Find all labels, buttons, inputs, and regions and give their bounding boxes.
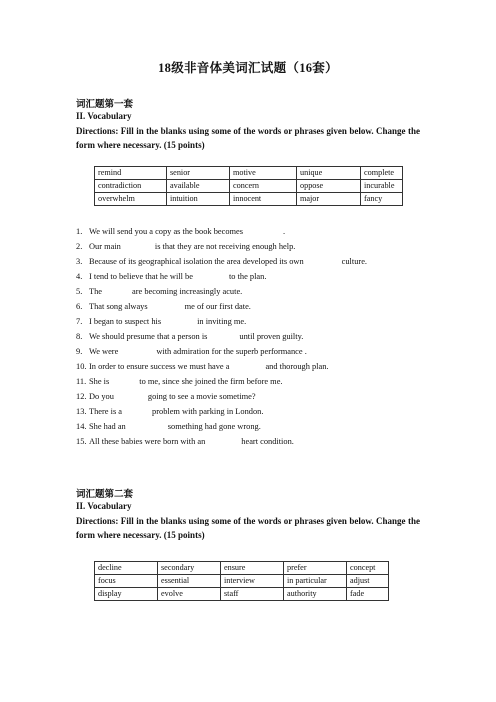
word-cell: decline <box>95 562 158 575</box>
set-2-heading: 词汇题第二套 <box>76 490 134 500</box>
word-table-row <box>95 180 403 193</box>
word-cell: authority <box>284 588 347 601</box>
word-cell: motive <box>230 167 297 180</box>
word-cell: available <box>167 180 230 193</box>
set-2-word-table <box>94 561 389 601</box>
set-1-section-label: II. Vocabulary <box>76 111 132 121</box>
word-cell: fade <box>347 588 389 601</box>
word-cell: fancy <box>361 193 403 206</box>
word-cell: staff <box>221 588 284 601</box>
word-cell: contradiction <box>95 180 167 193</box>
set-1-heading: 词汇题第一套 <box>76 100 134 110</box>
set-2-section-label: II. Vocabulary <box>76 501 132 511</box>
question-item: 13. There is a problem with parking in London. <box>76 407 264 416</box>
question-item: 11. She is to me, since she joined the firm before me. <box>76 377 283 386</box>
question-item: 6. That song always me of our first date. <box>76 302 251 311</box>
word-table-row <box>95 575 389 588</box>
question-item: 8. We should presume that a person is until proven guilty. <box>76 332 304 341</box>
question-item: 9. We were with admiration for the superb performance . <box>76 347 307 356</box>
word-cell: remind <box>95 167 167 180</box>
question-item: 3. Because of its geographical isolation the area developed its own culture. <box>76 257 368 266</box>
word-cell: evolve <box>158 588 221 601</box>
word-cell: in particular <box>284 575 347 588</box>
word-cell: interview <box>221 575 284 588</box>
word-cell: display <box>95 588 158 601</box>
word-cell: secondary <box>158 562 221 575</box>
question-item: 1. We will send you a copy as the book becomes . <box>76 227 286 236</box>
word-table-row <box>95 588 389 601</box>
word-cell: unique <box>297 167 361 180</box>
question-item: 12. Do you going to see a movie sometime? <box>76 392 256 401</box>
question-item: 14. She had an something had gone wrong. <box>76 422 261 431</box>
word-cell: overwhelm <box>95 193 167 206</box>
word-cell: ensure <box>221 562 284 575</box>
question-item: 15. All these babies were born with an heart condition. <box>76 437 294 446</box>
word-cell: adjust <box>347 575 389 588</box>
set-2-directions: Directions: Fill in the blanks using some of the words or phrases given below. Change the form where necessary. (15 points) <box>76 516 420 540</box>
word-cell: senior <box>167 167 230 180</box>
word-cell: prefer <box>284 562 347 575</box>
set-1-word-table <box>94 166 403 206</box>
question-item: 4. I tend to believe that he will be to the plan. <box>76 272 267 281</box>
question-item: 7. I began to suspect his in inviting me. <box>76 317 247 326</box>
word-cell: oppose <box>297 180 361 193</box>
word-cell: focus <box>95 575 158 588</box>
document-title: 18级非音体美词汇试题（16套） <box>158 61 338 75</box>
word-table-row <box>95 562 389 575</box>
question-item: 5. The are becoming increasingly acute. <box>76 287 243 296</box>
question-item: 10. In order to ensure success we must have a and thorough plan. <box>76 362 329 371</box>
set-1-directions: Directions: Fill in the blanks using some of the words or phrases given below. Change the form where necessary. (15 points) <box>76 126 420 150</box>
word-cell: intuition <box>167 193 230 206</box>
word-table-row <box>95 167 403 180</box>
word-cell: innocent <box>230 193 297 206</box>
question-item: 2. Our main is that they are not receiving enough help. <box>76 242 296 251</box>
word-cell: concept <box>347 562 389 575</box>
word-cell: major <box>297 193 361 206</box>
word-table-row <box>95 193 403 206</box>
word-cell: complete <box>361 167 403 180</box>
word-cell: concern <box>230 180 297 193</box>
word-cell: essential <box>158 575 221 588</box>
word-cell: incurable <box>361 180 403 193</box>
